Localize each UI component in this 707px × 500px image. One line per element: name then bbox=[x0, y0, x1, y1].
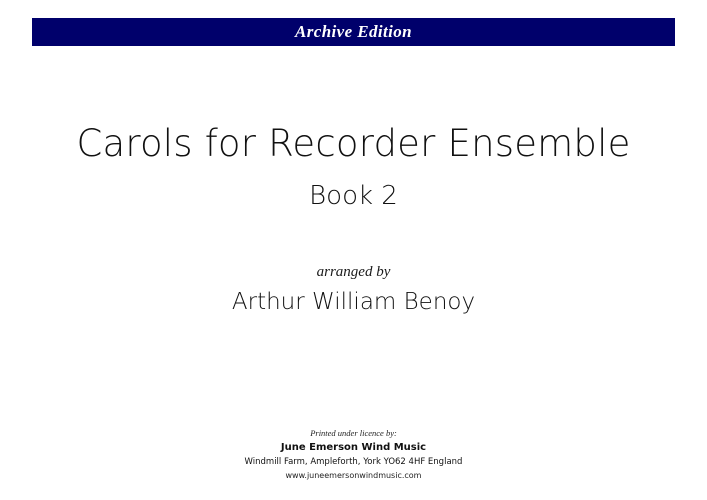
arranger-name: Arthur William Benoy bbox=[231, 289, 476, 315]
archive-edition-label: Archive Edition bbox=[295, 22, 412, 41]
publisher-name: June Emerson Wind Music bbox=[280, 441, 427, 453]
book-number-label: Book 2 bbox=[309, 180, 398, 211]
publisher-website: www.juneemersonwindmusic.com bbox=[285, 471, 422, 481]
publisher-imprint bbox=[0, 427, 707, 482]
arranger-block bbox=[0, 264, 707, 315]
archive-edition-banner bbox=[32, 18, 675, 46]
publisher-address: Windmill Farm, Ampleforth, York YO62 4HF England bbox=[244, 457, 463, 468]
page-title: Carols for Recorder Ensemble bbox=[76, 122, 631, 165]
licence-line: Printed under licence by: bbox=[310, 428, 397, 439]
title-block bbox=[0, 124, 707, 211]
arranged-by-label: arranged by bbox=[316, 264, 391, 280]
